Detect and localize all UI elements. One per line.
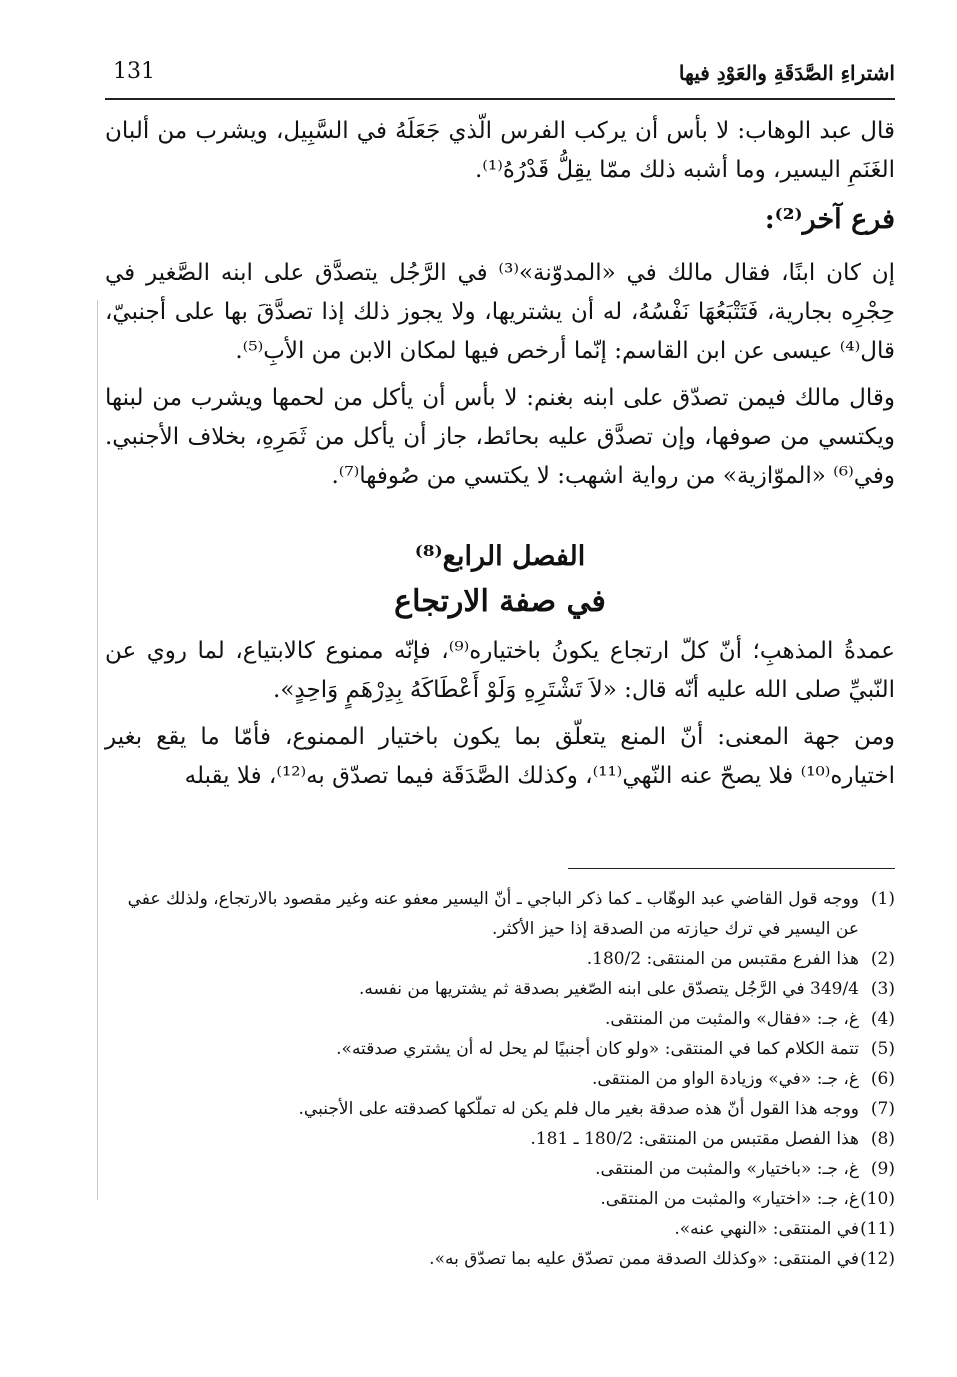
footnote-number: (11) (860, 1219, 895, 1239)
footnote-rule (568, 868, 895, 869)
footnote (105, 1094, 895, 1124)
footnote (105, 1064, 895, 1094)
footnote-text: هذا الفصل مقتبس من المنتقى: 180/2 ـ 181. (530, 1129, 859, 1149)
footnote (105, 1184, 895, 1214)
footnote-text: في المنتقى: «النهي عنه». (674, 1219, 859, 1239)
footnote-text: 349/4 في الرَّجُل يتصدّق على ابنه الصّغير بصدقة ثم يشتريها من نفسه. (358, 979, 859, 999)
footnote (105, 1124, 895, 1154)
header-rule (105, 98, 895, 100)
paragraph: عمدةُ المذهبِ؛ أنّ كلّ ارتجاع يكونُ باختياره⁽⁹⁾، فإنّه ممنوع كالابتياع، لما روي عن النّبيِّ صلى الله عليه أنّه قال: «لاَ تَشْتَرِهِ وَلَوْ أَعْطَاكَهُ بِدِرْهَمٍ وَاحِدٍ». (105, 638, 895, 703)
paragraph: وقال مالك فيمن تصدّق على ابنه بغنم: لا بأس أن يأكل من لحمها ويشرب من لبنها ويكتسي من صوفها، وإن تصدَّق عليه بحائط، جاز أن يأكل من ثَمَرِهِ، بخلاف الأجنبي. وفي⁽⁶⁾ «الموّازية» من رواية اشهب: لا يكتسي من صُوفها⁽⁷⁾. (105, 385, 895, 489)
footnote (105, 1004, 895, 1034)
scan-margin-line (97, 300, 98, 1200)
footnote-number: (6) (870, 1069, 895, 1089)
footnote-text: ووجه قول القاضي عبد الوهّاب ـ كما ذكر الباجي ـ أنّ اليسير معفو عنه وغير مقصود بالارتجاع، ولذلك عفي عن اليسير في ترك حيازته من الصدقة إذا حيز الأكثر. (127, 889, 859, 939)
footnote (105, 944, 895, 974)
footnote (105, 1214, 895, 1244)
footnote-text: في المنتقى: «وكذلك الصدقة ممن تصدّق عليه بما تصدّق به». (429, 1249, 859, 1269)
footnote-text: غ، جـ: «اختيار» والمثبت من المنتقى. (600, 1189, 859, 1209)
footnote-text: غ، جـ: «فقال» والمثبت من المنتقى. (604, 1009, 859, 1029)
footnote-text: هذا الفرع مقتبس من المنتقى: 180/2. (586, 949, 859, 969)
footnote-number: (7) (870, 1099, 895, 1119)
main-text (105, 112, 895, 804)
footnote (105, 974, 895, 1004)
page-header (105, 55, 895, 95)
chapter-title: الفصل الرابع⁽⁸⁾ (414, 541, 586, 572)
paragraph: ومن جهة المعنى: أنّ المنع يتعلّق بما يكون باختيار الممنوع، فأمّا ما يقع بغير اختياره⁽¹⁰⁾ فلا يصحّ عنه النّهي⁽¹¹⁾، وكذلك الصَّدَقَة فيما تصدّق به⁽¹²⁾، فلا يقبله (105, 724, 895, 789)
footnote-number: (3) (870, 979, 895, 999)
footnote-number: (5) (870, 1039, 895, 1059)
running-title: اشتراءِ الصَّدَقَةِ والعَوْدِ فيها (678, 61, 895, 85)
footnote-number: (9) (870, 1159, 895, 1179)
footnote-number: (10) (860, 1189, 895, 1209)
paragraph: إن كان ابنًا، فقال مالك في «المدوّنة»⁽³⁾ في الرَّجُل يتصدَّق على ابنه الصَّغير في حِجْرِه بجارية، فَتَتْبَعُهَا نَفْسُهُ، له أن يشتريها، ولا يجوز ذلك إذا تصدَّقَ بها على أجنبيّ، قال⁽⁴⁾ عيسى عن ابن القاسم: إنّما أرخص فيها لمكان الابن من الأبِ⁽⁵⁾. (105, 260, 895, 364)
footnote-number: (2) (870, 949, 895, 969)
footnote-text: ووجه هذا القول أنّ هذه صدقة بغير مال فلم يكن له تملّكها كصدقته على الأجنبي. (298, 1099, 859, 1119)
footnote (105, 884, 895, 944)
footnote-number: (1) (870, 889, 895, 909)
footnotes (105, 884, 895, 1274)
branch-heading: فرع آخر⁽²⁾: (764, 204, 895, 235)
footnote-text: غ، جـ: «باختيار» والمثبت من المنتقى. (595, 1159, 859, 1179)
chapter-subtitle: في صفة الارتجاع (394, 584, 606, 619)
footnote (105, 1034, 895, 1064)
footnote (105, 1244, 895, 1274)
footnote-text: تتمة الكلام كما في المنتقى: «ولو كان أجنبيًا لم يحل له أن يشتري صدقته». (336, 1039, 859, 1059)
footnote-number: (8) (870, 1129, 895, 1149)
footnote-text: غ، جـ: «في» وزيادة الواو من المنتقى. (591, 1069, 859, 1089)
page-number: 131 (113, 59, 155, 84)
paragraph: قال عبد الوهاب: لا بأس أن يركب الفرس الّذي جَعَلَهُ في السَّبِيل، ويشرب من ألبان الغَنَمِ اليسير، وما أشبه ذلك ممّا يقِلُّ قَدْرُهُ⁽¹⁾. (105, 118, 895, 183)
footnote-number: (4) (870, 1009, 895, 1029)
footnote-number: (12) (860, 1249, 895, 1269)
chapter-heading (105, 536, 895, 626)
footnote (105, 1154, 895, 1184)
